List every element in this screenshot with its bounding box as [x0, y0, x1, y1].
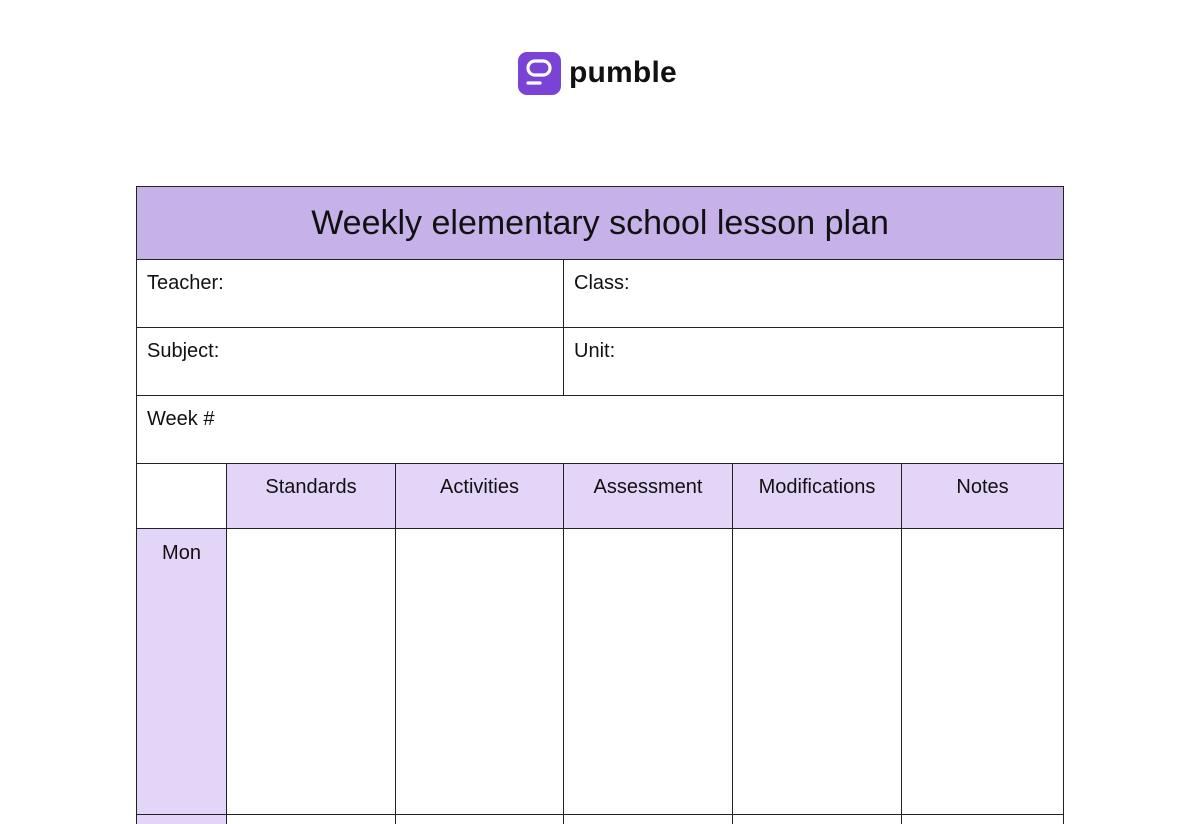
day-label-mon: Mon: [137, 529, 227, 815]
lesson-plan-table: [136, 186, 1064, 824]
next-assessment-cell[interactable]: [564, 815, 733, 824]
column-header-standards: Standards: [227, 464, 396, 529]
mon-notes-cell[interactable]: [902, 529, 1064, 815]
unit-field[interactable]: Unit:: [564, 328, 1064, 396]
pumble-logo-icon: [518, 52, 561, 95]
table-row: [137, 529, 1064, 815]
week-field[interactable]: Week #: [137, 396, 1064, 464]
column-header-assessment: Assessment: [564, 464, 733, 529]
column-header-modifications: Modifications: [733, 464, 902, 529]
column-header-notes: Notes: [902, 464, 1064, 529]
column-header-activities: Activities: [396, 464, 564, 529]
mon-standards-cell[interactable]: [227, 529, 396, 815]
next-standards-cell[interactable]: [227, 815, 396, 824]
class-field[interactable]: Class:: [564, 260, 1064, 328]
next-activities-cell[interactable]: [396, 815, 564, 824]
subject-field[interactable]: Subject:: [137, 328, 564, 396]
next-notes-cell[interactable]: [902, 815, 1064, 824]
mon-assessment-cell[interactable]: [564, 529, 733, 815]
corner-cell: [137, 464, 227, 529]
brand-name: pumble: [569, 56, 677, 89]
teacher-field[interactable]: Teacher:: [137, 260, 564, 328]
column-header-row: [137, 464, 1064, 529]
plan-title: Weekly elementary school lesson plan: [137, 187, 1064, 260]
day-label-next: [137, 815, 227, 824]
mon-activities-cell[interactable]: [396, 529, 564, 815]
next-modifications-cell[interactable]: [733, 815, 902, 824]
mon-modifications-cell[interactable]: [733, 529, 902, 815]
table-row: [137, 815, 1064, 824]
brand-logo: [518, 51, 677, 95]
